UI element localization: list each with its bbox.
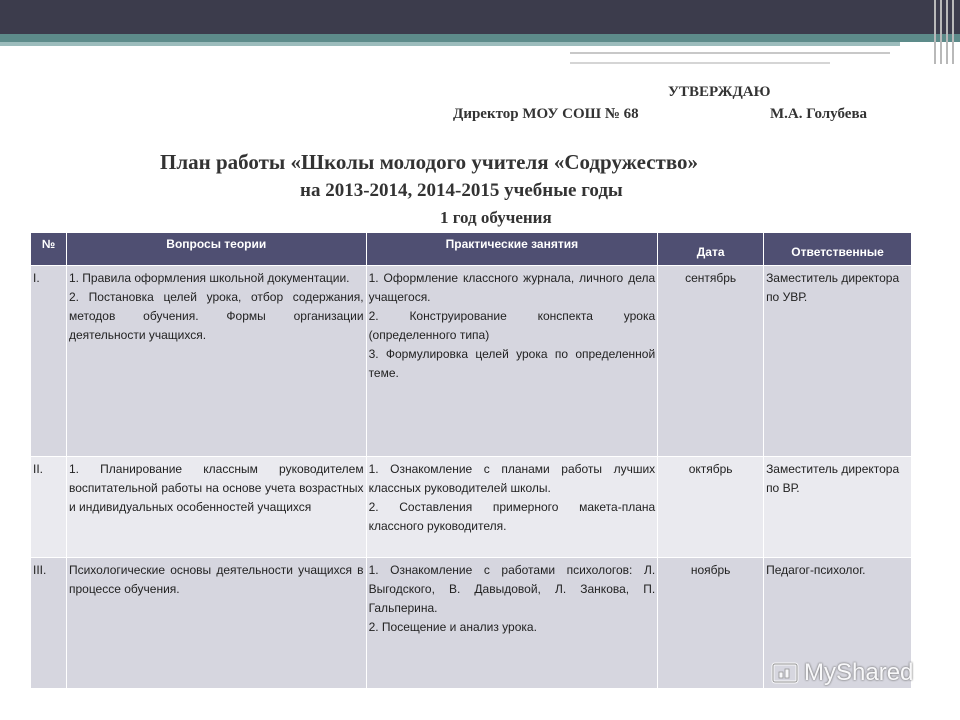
row-num: III. <box>31 558 67 689</box>
page-title: План работы «Школы молодого учителя «Содружество» <box>160 150 699 174</box>
page-subtitle: на 2013-2014, 2014-2015 учебные годы <box>300 180 623 201</box>
table-row <box>31 457 912 558</box>
approve-label: УТВЕРЖДАЮ <box>668 84 771 100</box>
header-responsible: Ответственные <box>764 233 912 266</box>
row-responsible: Заместитель директора по УВР. <box>764 266 912 457</box>
banner-stripe <box>0 34 960 42</box>
row-responsible: Педагог-психолог. <box>764 558 912 689</box>
header-theory: Вопросы теории <box>66 233 366 266</box>
watermark-text: MyShared <box>804 659 914 686</box>
top-banner <box>0 0 960 34</box>
row-date: сентябрь <box>658 266 764 457</box>
row-date: октябрь <box>658 457 764 558</box>
row-date: ноябрь <box>658 558 764 689</box>
row-theory: 1. Планирование классным руководителем воспитательной работы на основе учета возрастных и индивидуальных особенностей учащихся <box>66 457 366 558</box>
table-row <box>31 266 912 457</box>
director-name: М.А. Голубева <box>770 106 868 122</box>
myshared-watermark <box>770 656 913 690</box>
header-practice: Практические занятия <box>366 233 658 266</box>
director-title: Директор МОУ СОШ № 68 <box>453 106 639 122</box>
row-num: II. <box>31 457 67 558</box>
myshared-logo-icon <box>770 660 800 686</box>
page-year-label: 1 год обучения <box>440 208 552 227</box>
row-responsible: Заместитель директора по ВР. <box>764 457 912 558</box>
row-theory: 1. Правила оформления школьной документации. 2. Постановка целей урока, отбор содержания, методов обучения. Формы организации деятельности учащихся. <box>66 266 366 457</box>
corner-decoration <box>930 0 960 64</box>
row-theory: Психологические основы деятельности учащихся в процессе обучения. <box>66 558 366 689</box>
row-num: I. <box>31 266 67 457</box>
plan-table <box>30 232 912 689</box>
banner-stripe-thin <box>0 42 900 46</box>
row-practice: 1. Ознакомление с работами психологов: Л. Выгодского, В. Давыдовой, Л. Занкова, П. Гальперина. 2. Посещение и анализ урока. <box>366 558 658 689</box>
header-date: Дата <box>658 233 764 266</box>
header-num: № <box>31 233 67 266</box>
row-practice: 1. Ознакомление с планами работы лучших классных руководителей школы. 2. Составления примерного макета-плана классного руководителя. <box>366 457 658 558</box>
divider-line-short <box>570 62 830 64</box>
table-header-row <box>31 233 912 266</box>
divider-line <box>570 52 890 54</box>
row-practice: 1. Оформление классного журнала, личного дела учащегося. 2. Конструирование конспекта урока (определенного типа) 3. Формулировка целей урока по определенной теме. <box>366 266 658 457</box>
